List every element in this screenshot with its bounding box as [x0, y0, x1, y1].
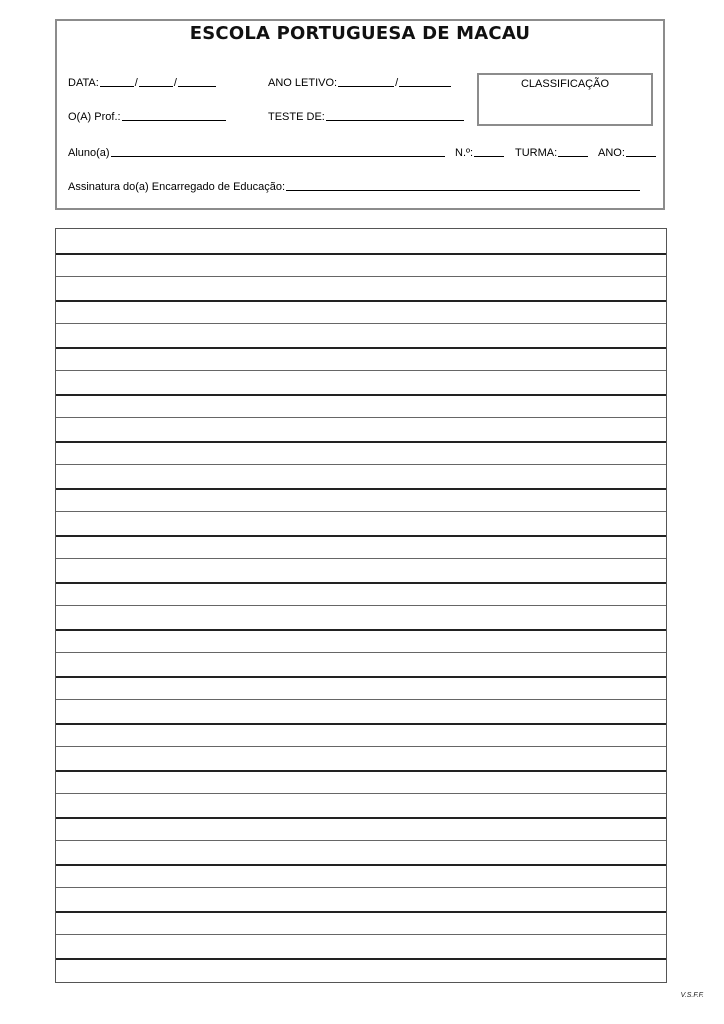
writing-line [56, 746, 666, 747]
classification-box[interactable] [477, 73, 653, 126]
date-separator-1: / [134, 77, 138, 89]
footer-initials: V.S.F.F. [680, 992, 704, 999]
writing-line [56, 652, 666, 653]
writing-line [56, 723, 666, 725]
school-year-label: ANO LETIVO: [268, 77, 338, 89]
date-year-line[interactable] [178, 85, 216, 87]
writing-line [56, 605, 666, 606]
writing-line [56, 276, 666, 277]
class-field[interactable] [515, 147, 589, 159]
writing-line [56, 323, 666, 324]
writing-line [56, 911, 666, 913]
class-label: TURMA: [515, 147, 558, 159]
year-label: ANO: [598, 147, 625, 159]
writing-line [56, 370, 666, 371]
writing-line [56, 394, 666, 396]
school-year-separator: / [395, 77, 399, 89]
school-year-end-line[interactable] [399, 85, 451, 87]
date-day-line[interactable] [100, 85, 134, 87]
writing-line [56, 417, 666, 418]
guardian-signature-line[interactable] [286, 189, 640, 191]
writing-line [56, 817, 666, 819]
writing-line [56, 253, 666, 255]
student-label: Aluno(a) [68, 147, 110, 159]
writing-line [56, 676, 666, 678]
writing-line [56, 864, 666, 866]
writing-line [56, 699, 666, 700]
writing-line [56, 558, 666, 559]
guardian-signature-label: Assinatura do(a) Encarregado de Educação: [68, 181, 286, 193]
writing-line [56, 511, 666, 512]
writing-line [56, 347, 666, 349]
date-field[interactable] [68, 77, 217, 89]
writing-line [56, 793, 666, 794]
number-field[interactable] [455, 147, 505, 159]
writing-line [56, 582, 666, 584]
number-line[interactable] [474, 155, 504, 157]
teacher-label: O(A) Prof.: [68, 111, 121, 123]
year-field[interactable] [598, 147, 657, 159]
test-field[interactable] [268, 111, 465, 123]
writing-line [56, 464, 666, 465]
guardian-signature-field[interactable] [68, 181, 641, 193]
writing-line [56, 535, 666, 537]
number-label: N.º: [455, 147, 474, 159]
school-year-start-line[interactable] [338, 85, 394, 87]
writing-line [56, 629, 666, 631]
writing-line [56, 958, 666, 960]
writing-line [56, 770, 666, 772]
year-line[interactable] [626, 155, 656, 157]
school-year-field[interactable] [268, 77, 452, 89]
writing-line [56, 934, 666, 935]
student-field[interactable] [68, 147, 446, 159]
date-separator-2: / [173, 77, 177, 89]
writing-line [56, 488, 666, 490]
date-month-line[interactable] [139, 85, 173, 87]
school-name-title: ESCOLA PORTUGUESA DE MACAU [189, 23, 531, 44]
writing-line [56, 300, 666, 302]
teacher-field[interactable] [68, 111, 227, 123]
teacher-line[interactable] [122, 119, 226, 121]
student-line[interactable] [111, 155, 445, 157]
writing-line [56, 441, 666, 443]
writing-line [56, 887, 666, 888]
test-line[interactable] [326, 119, 464, 121]
header-form [55, 19, 665, 210]
test-label: TESTE DE: [268, 111, 325, 123]
writing-area[interactable] [55, 228, 667, 983]
classification-label: CLASSIFICAÇÃO [520, 78, 610, 90]
writing-line [56, 840, 666, 841]
date-label: DATA: [68, 77, 99, 89]
class-line[interactable] [558, 155, 588, 157]
